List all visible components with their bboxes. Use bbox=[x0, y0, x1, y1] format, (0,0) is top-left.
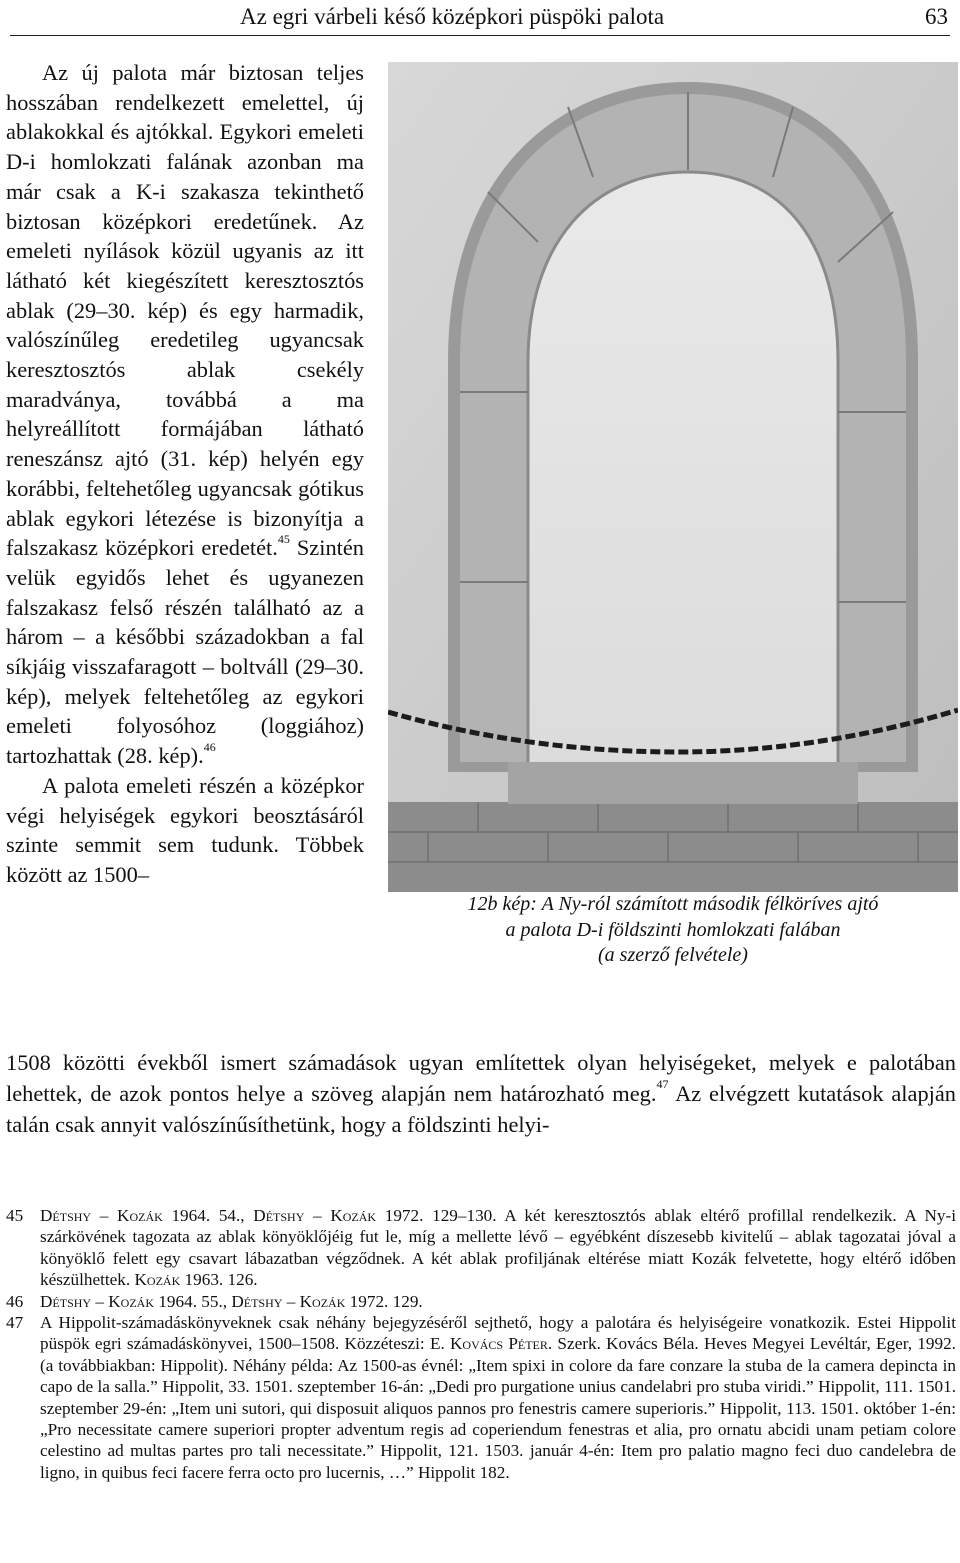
footnote-number: 45 bbox=[6, 1206, 24, 1225]
paragraph-2: A palota emeleti részén a középkor végi helyiségek egykori beosztásáról szinte semmit sem tudunk. Többek között az 1500– bbox=[6, 772, 364, 887]
footnote-ref-45[interactable]: 45 bbox=[277, 532, 290, 547]
doorway-photo bbox=[388, 62, 958, 892]
footnote-ref-47[interactable]: 47 bbox=[656, 1077, 669, 1091]
figure-caption: 12b kép: A Ny-ról számított második félköríves ajtó a palota D-i földszinti homlokzati falában (a szerző felvétele) bbox=[467, 893, 879, 966]
left-text-column bbox=[6, 58, 364, 890]
page-number: 63 bbox=[925, 4, 948, 29]
footnote-47: 47 A Hippolit-számadáskönyveknek csak néhány bejegyzéséről sejthető, hogy a palotára és helyiségeire vonatkozik. Estei Hippolit püspök egri számadáskönyvei, 1500–1508. Közzéteszi: E. Kovács Péter. Szerk. Kovács Béla. Heves Megyei Levéltár, Eger, 1992. (a továbbiakban: Hippolit). Néhány példa: Az 1500-as évnél: „Item spixi in colore da fare conzare la stuba de la camera depincta in capo de la salla.” Hippolit, 33. 1501. szeptember 16-án: „Dedi pro purgatione unius candelabri pro stuba viridi.” Hippolit, 111. 1501. szeptember 29-én: „Item uni sutori, qui disposuit aliquos pannos pro fenestris camere superioris.” Hippolit, 113. 1501. október 1-én: „Pro necessitate camere superiori propter adventum regis ad coperiendum fenestras et alia, pro ornatu abcidi unam petiam colore celestino ad multas partes pro tali necessitate.” Hippolit, 121. 1503. január 4-én: Item pro palatio magno feci duo candelebra de ligno, in quibus feci facere ferra octo pro lucernis, …” Hippolit 182. bbox=[6, 1313, 956, 1482]
footnote-ref-46[interactable]: 46 bbox=[203, 740, 216, 755]
running-title: Az egri várbeli késő középkori püspöki palota bbox=[240, 4, 665, 29]
arched-doorway-image bbox=[388, 62, 958, 892]
paragraph-1: Az új palota már biztosan teljes hosszában rendelkezett emelettel, új ablakokkal és ajtókkal. Egykori emeleti D-i homlokzati falának azonban ma már csak a K-i szakasza tekinthető biztosan középkori eredetűnek. Az emeleti nyílások közül ugyanis az itt látható két kiegészített keresztosztós ablak (29–30. kép) és egy harmadik, valószínűleg eredetileg ugyancsak keresztosztós ablak csekély maradványa, továbbá a ma helyreállított formájában látható reneszánsz ajtó (31. kép) helyén egy korábbi, feltehetőleg ugyancsak gótikus ablak egykori létezése is bizonyítja a falszakasz középkori eredetét.$^{45}$ Szintén velük egyidős lehet és ugyanezen falszakasz felső részén található az a három – a későbbi századokban a fal síkjáig visszafaragott – boltváll (29–30. kép), melyek feltehetőleg az egykori emeleti folyosóhoz (loggiához) tartozhattak (28. kép).$^{46}$ bbox=[6, 60, 364, 769]
footnote-45: 45 Détshy – Kozák 1964. 54., Détshy – Kozák 1972. 129–130. A két keresztosztós ablak eltérő profillal rendelkezik. A Ny-i szárkövének tagozata az ablak könyöklőjéig fut le, míg a mellette lévő – egyébként díszesebb kivitelű – ablak tagozatai jóval a könyöklő felett egy csavart lábazatban végződnek. A két ablak profiljának eltérése miatt Kozák felvetette, hogy eltérő időben készülhettek. Kozák 1963. 126. bbox=[6, 1206, 957, 1290]
footnote-number: 47 bbox=[6, 1313, 24, 1333]
footnote-46: 46 Détshy – Kozák 1964. 55., Détshy – Kozák 1972. 129. bbox=[6, 1291, 423, 1311]
footnote-number: 46 bbox=[6, 1291, 24, 1311]
footnotes bbox=[6, 1205, 956, 1483]
full-width-paragraph: 1508 közötti évekből ismert számadások ugyan említettek olyan helyiségeket, melyek e palotában lehettek, de azok pontos helye a szöveg alapján nem határozható meg.$^{47}$ Az elvégzett kutatások alapján talán csak annyit valószínűsíthetünk, hogy a földszinti helyi- bbox=[6, 1050, 957, 1137]
running-header bbox=[10, 0, 950, 36]
